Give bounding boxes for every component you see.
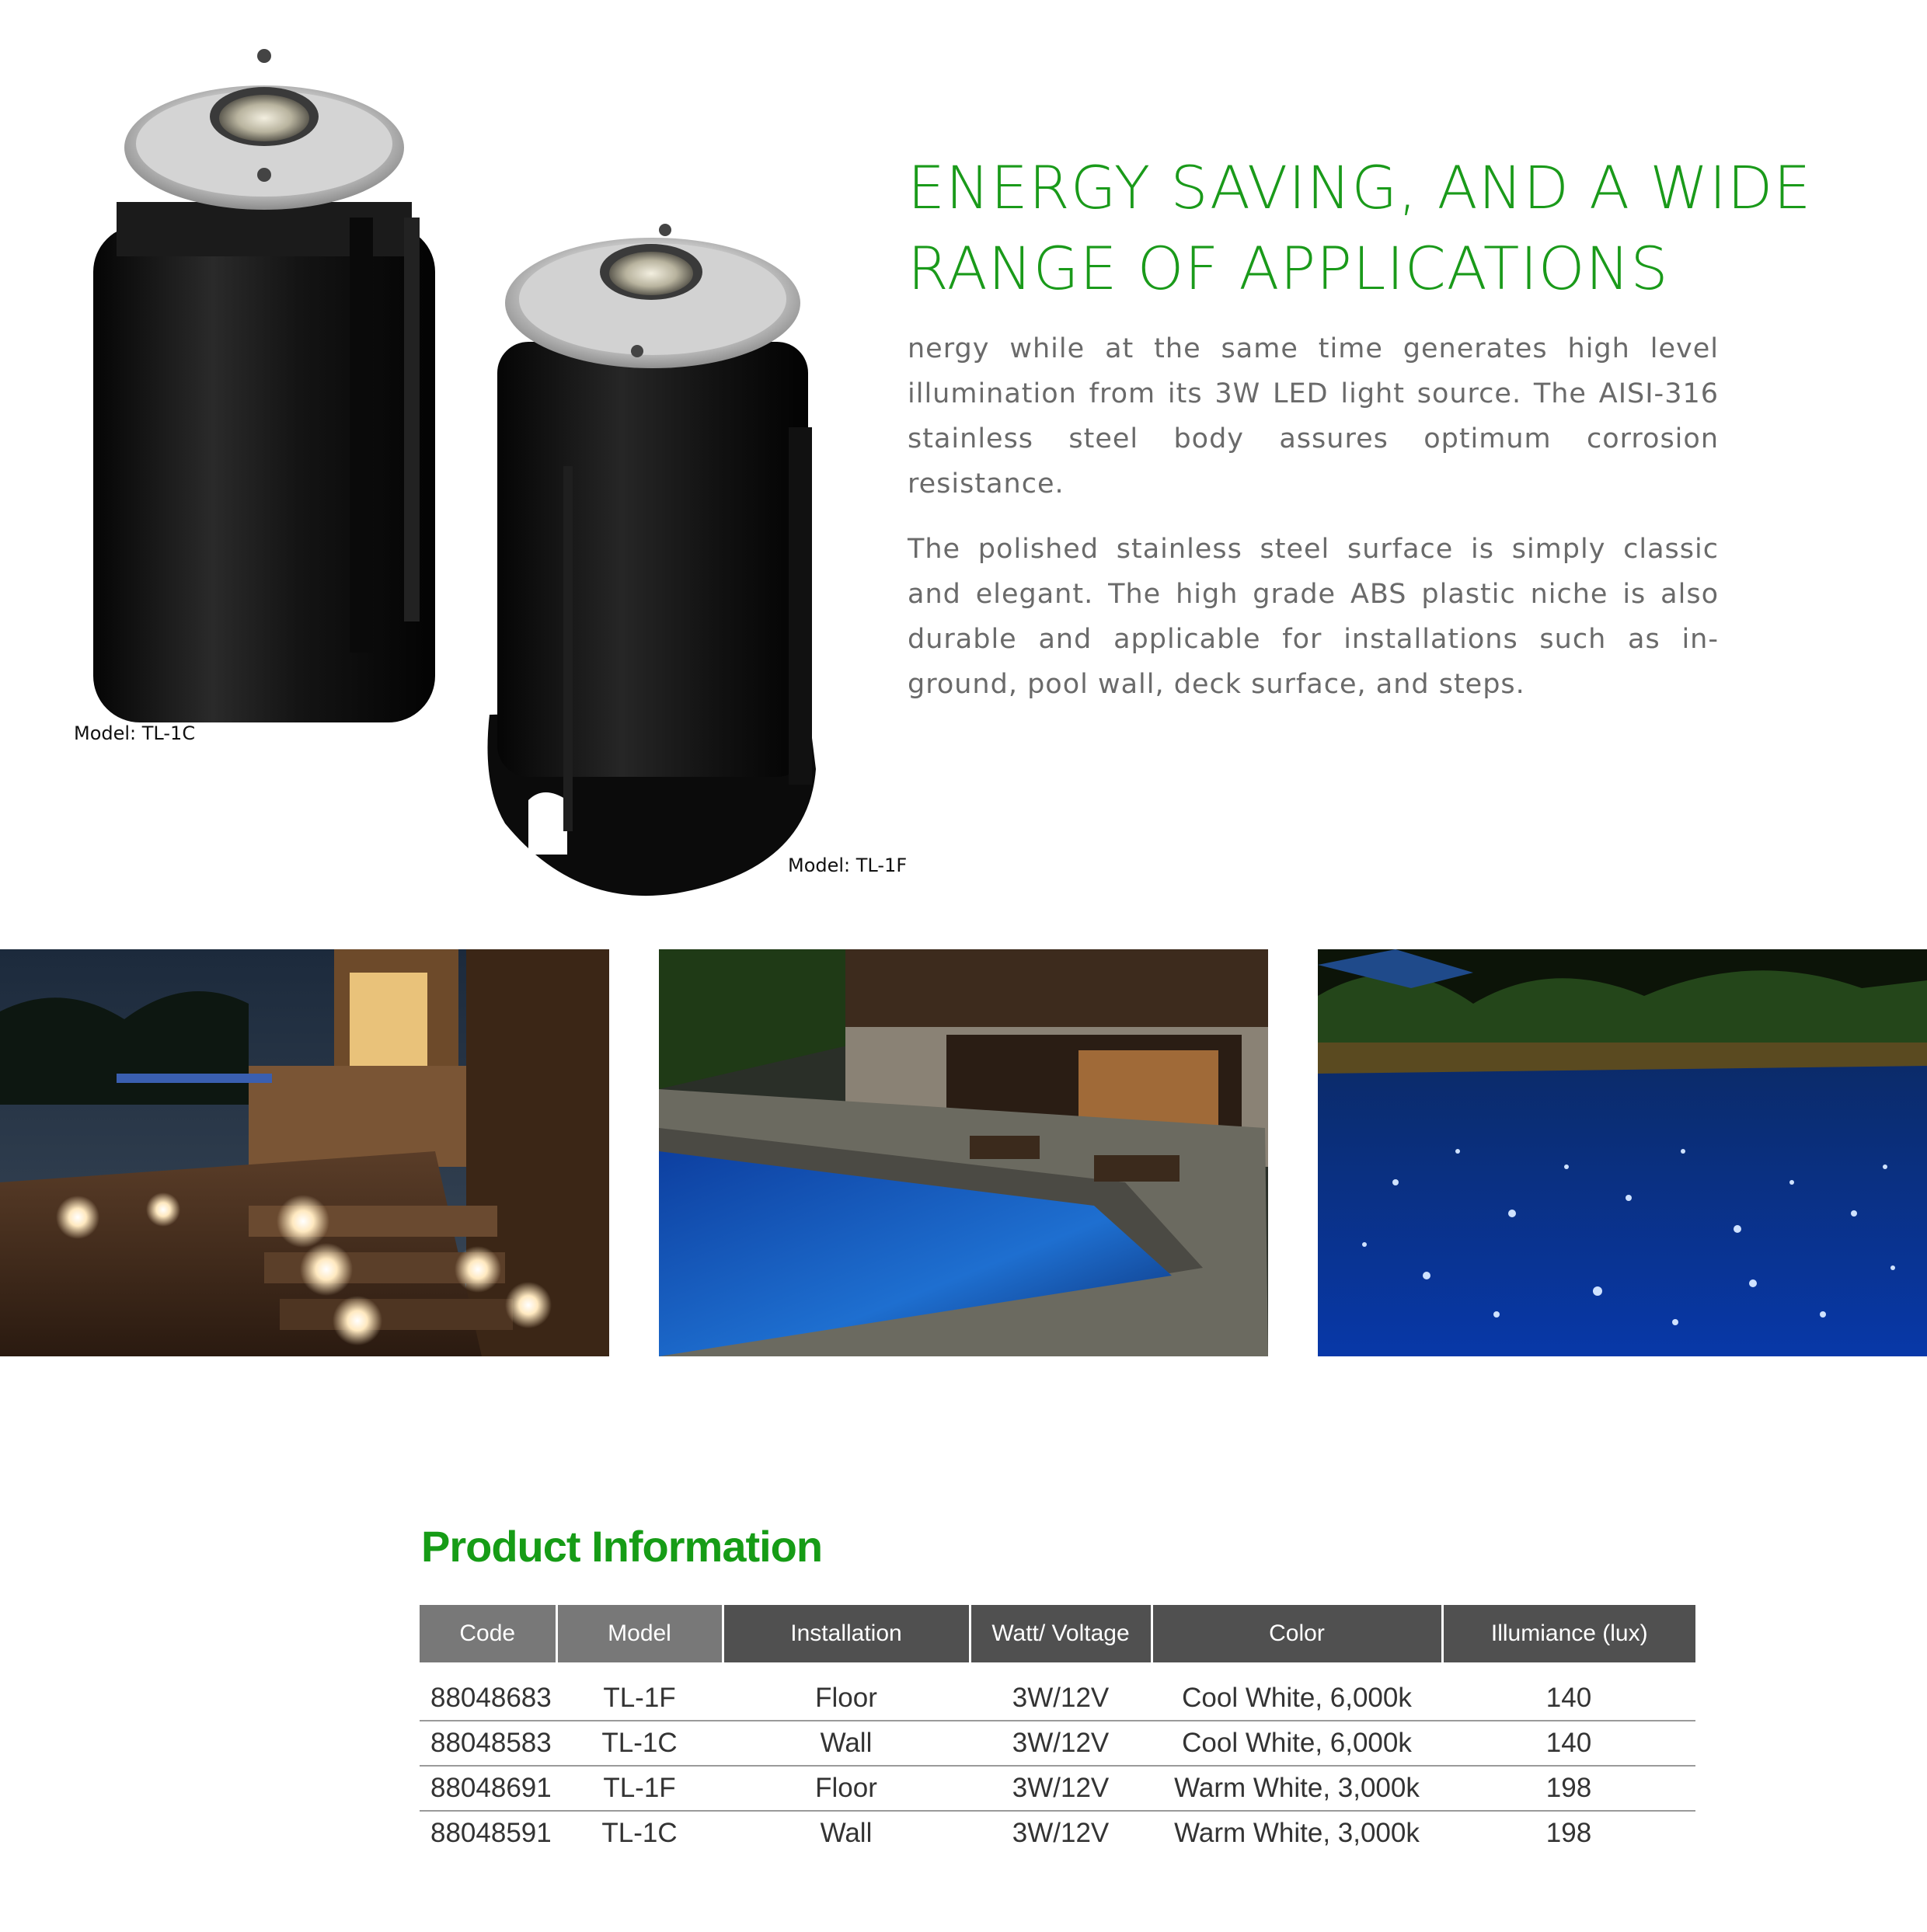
starry-pool-scene-image xyxy=(1318,949,1927,1356)
cell-code: 88048583 xyxy=(420,1721,556,1766)
cell-code: 88048683 xyxy=(420,1676,556,1721)
cell-illuminance: 140 xyxy=(1442,1676,1695,1721)
product-image-tl-1f xyxy=(482,210,824,901)
cell-model: TL-1F xyxy=(556,1676,723,1721)
cell-illuminance: 140 xyxy=(1442,1721,1695,1766)
cell-color: Warm White, 3,000k xyxy=(1174,1818,1420,1848)
product-information-table xyxy=(420,1605,1695,1855)
column-header-color: Color xyxy=(1152,1605,1442,1662)
cell-illuminance: 198 xyxy=(1545,1818,1592,1848)
cell-watt-voltage: 3W/12V xyxy=(970,1766,1152,1811)
cell-watt-voltage: 3W/12V xyxy=(970,1676,1152,1721)
table-row xyxy=(420,1676,1695,1721)
column-header-model: Model xyxy=(556,1605,723,1662)
cell-code: 88048691 xyxy=(420,1766,556,1811)
table-row xyxy=(420,1721,1695,1766)
cell-installation: Wall xyxy=(723,1721,970,1766)
column-header-watt-voltage: Watt/ Voltage xyxy=(970,1605,1152,1662)
cell-watt-voltage: 3W/12V xyxy=(970,1721,1152,1766)
deck-scene-image xyxy=(0,949,609,1356)
pool-house-scene-image xyxy=(659,949,1268,1356)
cell-model: TL-1F xyxy=(556,1766,723,1811)
cell-code: 88048591 xyxy=(430,1818,552,1848)
table-row xyxy=(420,1811,1695,1855)
cell-installation: Wall xyxy=(820,1818,873,1848)
cell-installation: Floor xyxy=(723,1676,970,1721)
cell-illuminance: 198 xyxy=(1442,1766,1695,1811)
table-header-row xyxy=(420,1605,1695,1662)
heading-line-2: RANGE OF APPLICATIONS xyxy=(908,234,1669,303)
cell-color: Cool White, 6,000k xyxy=(1152,1676,1442,1721)
product-image-tl-1c xyxy=(93,47,451,738)
cell-color: Cool White, 6,000k xyxy=(1152,1721,1442,1766)
table-row xyxy=(420,1766,1695,1811)
column-header-illuminance: Illumiance (lux) xyxy=(1442,1605,1695,1662)
body-paragraph-1: nergy while at the same time generates high level illumination from its 3W LED light source. The AISI-316 stainless steel body assures optimum corrosion resistance. xyxy=(908,333,1719,500)
cell-color: Warm White, 3,000k xyxy=(1152,1766,1442,1811)
model-label-tl-1c: Model: TL-1C xyxy=(74,722,196,744)
cell-model: TL-1C xyxy=(601,1818,678,1848)
body-paragraph-2: The polished stainless steel surface is simply classic and elegant. The high grade ABS plastic niche is also durable and applicable for installations such as in-ground, pool wall, deck surface, and steps. xyxy=(908,534,1719,700)
column-header-installation: Installation xyxy=(723,1605,970,1662)
heading-line-1: ENERGY SAVING, AND A WIDE xyxy=(908,153,1812,222)
cell-model: TL-1C xyxy=(556,1721,723,1766)
product-information-title: Product Information xyxy=(421,1522,823,1571)
column-header-code: Code xyxy=(420,1605,556,1662)
main-heading xyxy=(908,148,1812,309)
cell-installation: Floor xyxy=(723,1766,970,1811)
cell-watt-voltage: 3W/12V xyxy=(1012,1818,1110,1848)
model-label-tl-1f: Model: TL-1F xyxy=(788,855,908,876)
